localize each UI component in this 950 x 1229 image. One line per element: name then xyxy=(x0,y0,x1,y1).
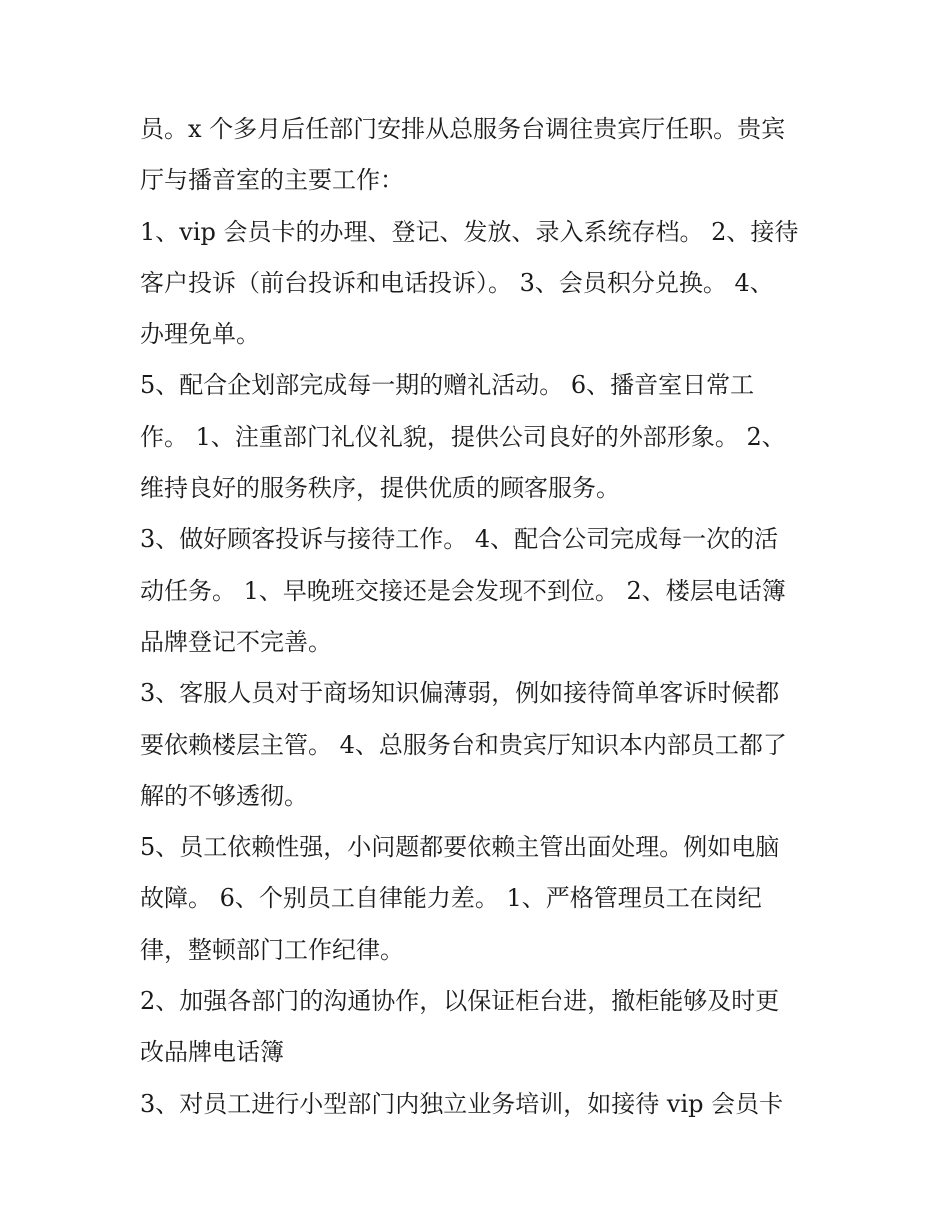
text-line: 1、vip 会员卡的办理、登记、发放、录入系统存档。 2、接待 xyxy=(140,217,799,246)
text-line: 改品牌电话簿 xyxy=(140,1038,284,1067)
text-line: 作。 1、注重部门礼仪礼貌，提供公司良好的外部形象。 2、 xyxy=(140,422,786,451)
text-line: 5、员工依赖性强，小问题都要依赖主管出面处理。例如电脑 xyxy=(140,833,780,862)
text-line: 2、加强各部门的沟通协作，以保证柜台进，撤柜能够及时更 xyxy=(140,987,780,1016)
text-line: 员。x 个多月后任部门安排从总服务台调往贵宾厅任职。贵宾 xyxy=(140,115,786,143)
text-line: 动任务。 1、早晚班交接还是会发现不到位。 2、楼层电话簿 xyxy=(140,576,786,605)
text-line: 律，整顿部门工作纪律。 xyxy=(140,935,404,964)
text-line: 解的不够透彻。 xyxy=(140,781,308,810)
text-line: 维持良好的服务秩序，提供优质的顾客服务。 xyxy=(140,474,620,503)
text-line: 故障。 6、个别员工自律能力差。 1、严格管理员工在岗纪 xyxy=(140,884,762,913)
text-line: 3、对员工进行小型部门内独立业务培训，如接待 vip 会员卡 xyxy=(140,1089,784,1118)
text-line: 客户投诉（前台投诉和电话投诉）。 3、会员积分兑换。 4、 xyxy=(140,268,774,297)
body-text xyxy=(140,104,820,1130)
text-line: 厅与播音室的主要工作： xyxy=(140,166,404,195)
text-line: 要依赖楼层主管。 4、总服务台和贵宾厅知识本内部员工都了 xyxy=(140,730,787,759)
text-line: 办理免单。 xyxy=(140,320,260,349)
text-line: 3、客服人员对于商场知识偏薄弱，例如接待简单客诉时候都 xyxy=(140,679,780,708)
text-line: 3、做好顾客投诉与接待工作。 4、配合公司完成每一次的活 xyxy=(140,525,779,554)
text-line: 品牌登记不完善。 xyxy=(140,627,332,656)
text-line: 5、配合企划部完成每一期的赠礼活动。 6、播音室日常工 xyxy=(140,371,755,400)
